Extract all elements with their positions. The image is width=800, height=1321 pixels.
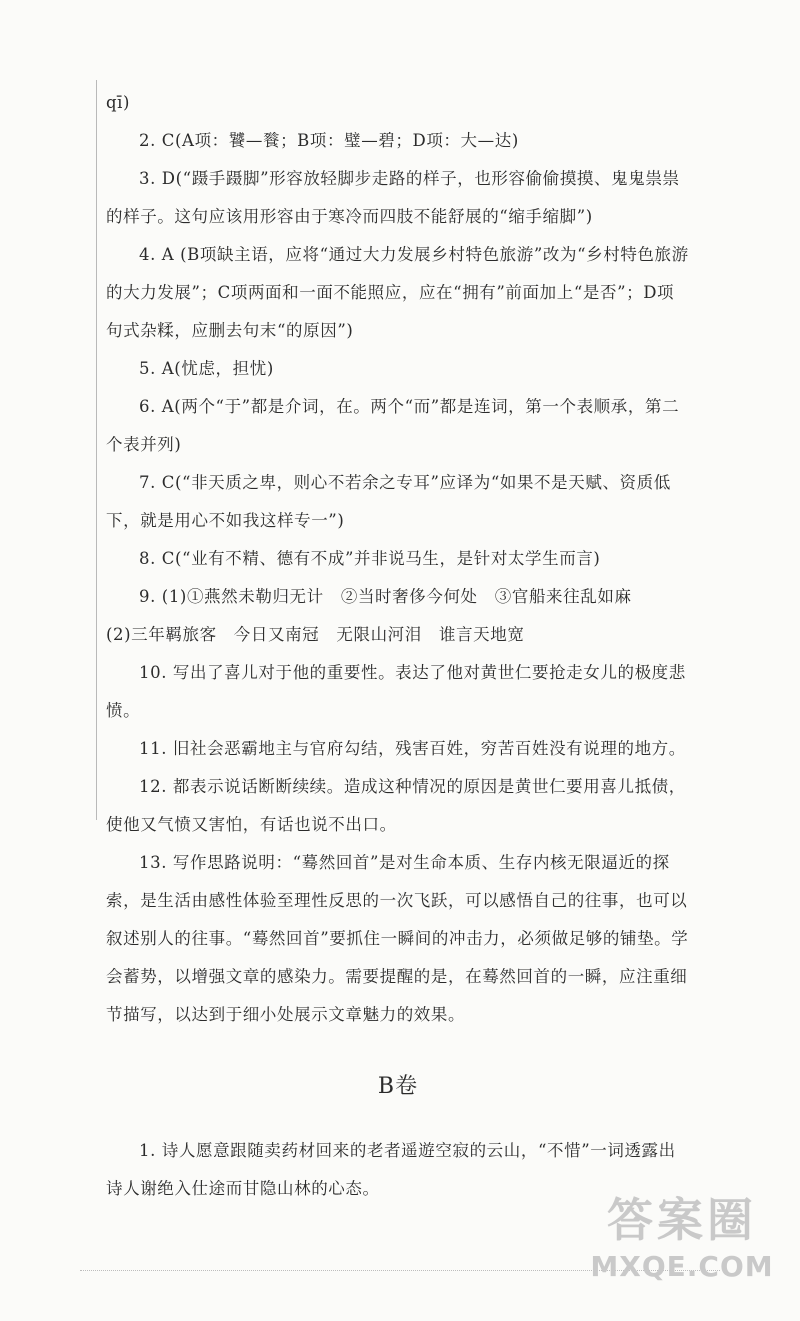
answer-7: 7. C(“非天质之卑，则心不若余之专耳”应译为“如果不是天赋、资质低下，就是用心不如我这样专一”) [106,473,671,530]
answer-3: 3. D(“蹑手蹑脚”形容放轻脚步走路的样子，也形容偷偷摸摸、鬼鬼祟祟的样子。这句应该用形容由于寒冷而四肢不能舒展的“缩手缩脚”) [106,169,680,226]
answer-8: 8. C(“业有不精、德有不成”并非说马生，是针对太学生而言) [139,549,601,568]
answer-10: 10. 写出了喜儿对于他的重要性。表达了他对黄世仁要抢走女儿的极度悲愤。 [106,663,686,720]
answer-line-continuation: qī) [106,93,131,112]
watermark-url: MXQE.COM [590,1250,774,1283]
watermark [582,1190,782,1310]
answer-4: 4. A (B项缺主语，应将“通过大力发展乡村特色旅游”改为“乡村特色旅游的大力发展”；C项两面和一面不能照应，应在“拥有”前面加上“是否”；D项句式杂糅，应删去句末“的原因”) [106,245,689,340]
answer-9-part2: (2)三年羁旅客 今日又南冠 无限山河泪 谁言天地宽 [106,625,525,644]
section-b-title: B卷 [377,1074,419,1099]
answer-13: 13. 写作思路说明：“蓦然回首”是对生命本质、生存内核无限逼近的探索，是生活由感性体验至理性反思的一次飞跃，可以感悟自己的往事，也可以叙述别人的往事。“蓦然回首”要抓住一瞬间的冲击力，必须做足够的铺垫。学会蓄势，以增强文章的感染力。需要提醒的是，在蓦然回首的一瞬，应注重细节描写，以达到于细小处展示文章魅力的效果。 [106,853,689,1024]
answer-12: 12. 都表示说话断断续续。造成这种情况的原因是黄世仁要用喜儿抵债，使他又气愤又害怕，有话也说不出口。 [106,777,686,834]
margin-line [96,80,97,820]
answer-11: 11. 旧社会恶霸地主与官府勾结，残害百姓，穷苦百姓没有说理的地方。 [139,739,686,758]
answer-2: 2. C(A项：饕—餮；B项：璧—碧；D项：大—达) [139,131,519,150]
answer-content [106,84,690,1208]
answer-9-part1: 9. (1)①燕然未勒归无计 ②当时奢侈今何处 ③官船来往乱如麻 [139,587,632,606]
answer-6: 6. A(两个“于”都是介词，在。两个“而”都是连词，第一个表顺承，第二个表并列) [106,397,680,454]
section-b-answer-1: 1. 诗人愿意跟随卖药材回来的老者遥遊空寂的云山，“不惜”一词透露出诗人谢绝入仕途而甘隐山林的心态。 [106,1141,676,1198]
watermark-logo: 答案圈 [607,1193,757,1247]
answer-5: 5. A(忧虑，担忧) [139,359,274,378]
